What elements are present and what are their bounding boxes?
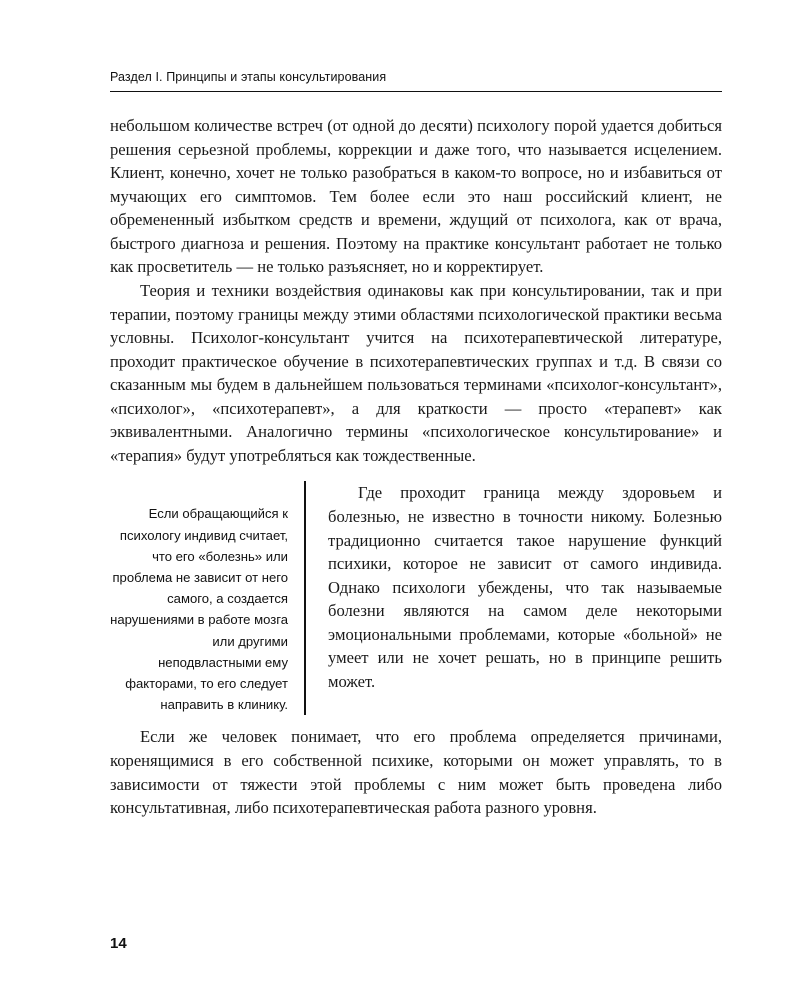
body-paragraph: Если же человек понимает, что его проблема определяется причинами, коренящимися в его собственной психике, которыми он может управлять, то в зависимости от тяжести этой проблемы с ним может быть проведена либо консультативная, либо психотерапевтическая работа разного уровня.	[110, 727, 722, 818]
closing-text-column	[110, 725, 722, 819]
body-paragraph: Теория и техники воздействия одинаковы как при консультировании, так и при терапии, поэтому границы между этими областями психологической практики весьма условны. Психолог-консультант учится на психотерапевтической литературе, проходит практическое обучение в психотерапевтических группах и т.д. В связи со сказанным мы будем в дальнейшем пользоваться терминами «психолог-консультант», «психолог», «психотерапевт», а для краткости — просто «терапевт» как эквивалентными. Аналогично термины «психологическое консультирование» и «терапия» будут употребляться как тождественные.	[110, 280, 722, 465]
marginal-note: Если обращающийся к психологу индивид считает, что его «болезнь» или проблема не зависит от него самого, а создается нарушениями в работе мозга или другими неподвластными ему факторами, то его следует направить в клинику.	[110, 481, 306, 715]
sidenote-section	[110, 481, 722, 715]
body-paragraph: небольшом количестве встреч (от одной до десяти) психологу порой удается добиться решения серьезной проблемы, коррекции и даже того, что называется исцелением. Клиент, конечно, хочет не только разобраться в каком-то вопросе, но и избавиться от мучающих его симптомов. Тем более если это наш российский клиент, не обремененный избытком средств и времени, ждущий от психолога, как от врача, быстрого диагноза и решения. Поэтому на практике консультант работает не только как просветитель — не только разъясняет, но и корректирует.	[110, 116, 722, 277]
running-head: Раздел I. Принципы и этапы консультирования	[110, 70, 387, 84]
body-paragraph: Где проходит граница между здоровьем и болезнью, не известно в точности никому. Болезнью традиционно считается такое нарушение функций психики, которое не зависит от самого индивида. Однако психологи убеждены, что так называемые болезни являются на самом деле некоторыми эмоциональными проблемами, которые «больной» не умеет или не хочет решать, но в принципе решить может.	[328, 483, 722, 691]
sidenote-adjacent-column	[306, 481, 722, 693]
main-text-column	[110, 114, 722, 467]
header-rule	[110, 91, 722, 92]
page-number: 14	[110, 935, 127, 952]
